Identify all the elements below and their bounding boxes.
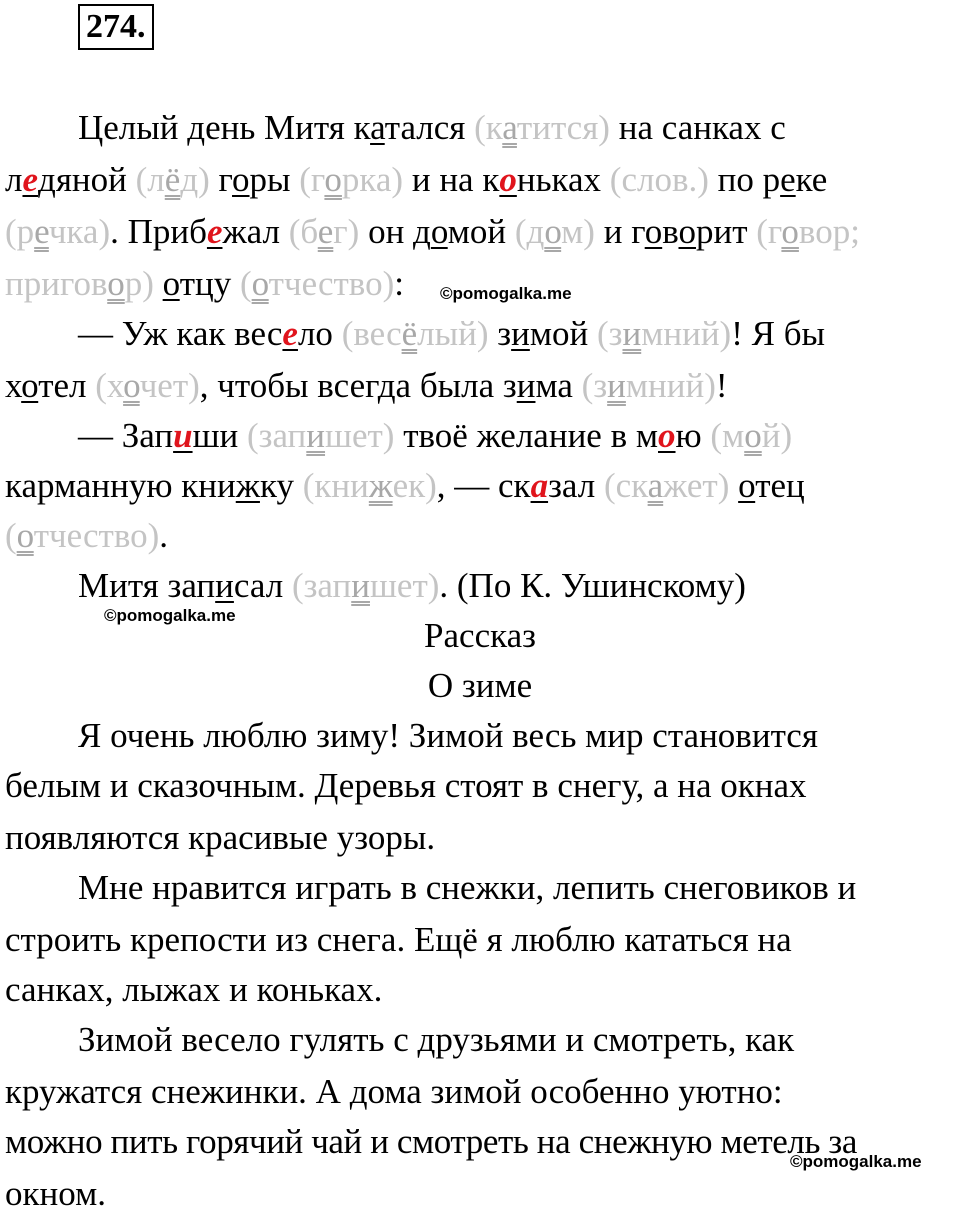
underlined-letter: и	[516, 366, 536, 405]
text: Митя зап	[78, 566, 216, 605]
text-line-7	[78, 410, 792, 462]
essay-line: окном.	[5, 1174, 106, 1213]
check-letter: о	[544, 212, 562, 251]
check-word: (	[239, 264, 252, 303]
check-word: лый)	[417, 314, 489, 353]
text: ! Я бы	[731, 314, 826, 353]
underlined-letter: о	[678, 212, 696, 251]
text: ло	[297, 314, 342, 353]
text: . Приб	[110, 212, 207, 251]
check-word: (х	[95, 366, 124, 405]
check-word: чка)	[48, 212, 111, 251]
underlined-letter: ж	[235, 466, 260, 505]
essay-line: санках, лыжах и коньках.	[5, 970, 383, 1009]
check-word: ек)	[392, 466, 437, 505]
text: ю	[675, 416, 711, 455]
text-line-8	[5, 460, 805, 512]
text: и на к	[403, 160, 500, 199]
check-word: вор;	[798, 212, 860, 251]
check-word: пригов	[5, 264, 108, 303]
text: дяной	[38, 160, 136, 199]
highlighted-letter: е	[282, 314, 298, 353]
underlined-letter: о	[430, 212, 448, 251]
check-letter: и	[306, 416, 326, 455]
text-line-9	[5, 510, 168, 562]
underlined-letter: о	[232, 160, 250, 199]
check-word: (б	[288, 212, 318, 251]
check-word: й)	[761, 416, 793, 455]
check-letter: о	[123, 366, 140, 405]
check-letter: и	[351, 566, 370, 605]
text: , — ск	[436, 466, 531, 505]
text-line-4	[5, 258, 404, 310]
check-word: д)	[180, 160, 210, 199]
check-letter: о	[107, 264, 125, 303]
essay-line: Зимой весело гулять с друзьями и смотреть, как	[78, 1020, 795, 1059]
text	[154, 264, 163, 303]
text: и г	[594, 212, 645, 251]
text-line-2	[5, 154, 827, 206]
text: тец	[755, 466, 805, 505]
text: !	[715, 366, 728, 405]
check-word: жет)	[663, 466, 730, 505]
text: — Уж как вес	[78, 314, 283, 353]
text: сал	[233, 566, 292, 605]
text: тцу	[179, 264, 240, 303]
text: , чтобы всегда была з	[199, 366, 517, 405]
check-word: (м	[710, 416, 745, 455]
highlighted-letter: и	[173, 416, 193, 455]
check-word: (г	[299, 160, 325, 199]
text: карманную кни	[5, 466, 236, 505]
text: . (По К. Ушинскому)	[439, 566, 746, 605]
text: :	[394, 264, 404, 303]
check-letter: о	[251, 264, 269, 303]
text-line-3	[5, 206, 860, 258]
check-word: чет)	[139, 366, 200, 405]
check-word: (д	[514, 212, 545, 251]
check-letter: ж	[368, 466, 393, 505]
text: по р	[708, 160, 781, 199]
check-letter: ё	[164, 160, 181, 199]
text: Целый день Митя к	[78, 108, 371, 147]
check-word: (	[5, 516, 17, 555]
check-word: г)	[333, 212, 360, 251]
check-word: тится)	[516, 108, 610, 147]
text: .	[159, 516, 169, 555]
text: жал	[222, 212, 289, 251]
underlined-letter: о	[162, 264, 180, 303]
text: мой	[529, 314, 597, 353]
essay-line: можно пить горячий чай и смотреть на снежную метель за	[5, 1122, 857, 1161]
highlighted-letter: е	[22, 160, 39, 199]
watermark: ©pomogalka.me	[104, 606, 236, 625]
check-word: р)	[124, 264, 154, 303]
highlighted-letter: а	[530, 466, 549, 505]
check-letter: о	[744, 416, 762, 455]
text: мой	[447, 212, 515, 251]
text: ньках	[516, 160, 610, 199]
underlined-letter: а	[370, 108, 385, 147]
check-word: (л	[135, 160, 165, 199]
check-word: (з	[581, 366, 608, 405]
check-word: (р	[5, 212, 35, 251]
text: ке	[795, 160, 828, 199]
check-letter: е	[34, 212, 49, 251]
check-word: м)	[561, 212, 595, 251]
text-line-10	[78, 560, 746, 612]
check-word: (г	[756, 212, 782, 251]
check-letter: и	[622, 314, 642, 353]
essay-line: кружатся снежинки. А дома зимой особенно уютно:	[5, 1072, 783, 1111]
check-letter: ё	[401, 314, 418, 353]
check-letter: о	[324, 160, 342, 199]
essay-line: строить крепости из снега. Ещё я люблю кататься на	[5, 920, 792, 959]
check-word: мний)	[641, 314, 732, 353]
highlighted-letter: о	[499, 160, 517, 199]
check-word: (зап	[291, 566, 352, 605]
text-line-1	[78, 102, 786, 154]
watermark: ©pomogalka.me	[790, 1152, 922, 1171]
check-word: шет)	[369, 566, 440, 605]
text: на санках с	[609, 108, 786, 147]
check-letter: е	[317, 212, 334, 251]
text: ма	[535, 366, 582, 405]
underlined-letter: о	[21, 366, 39, 405]
text: рит	[695, 212, 757, 251]
task-number: 274.	[78, 4, 154, 50]
text: ши	[192, 416, 247, 455]
text: ку	[259, 466, 303, 505]
underlined-letter: о	[644, 212, 663, 251]
check-word: (зап	[247, 416, 307, 455]
check-letter: и	[607, 366, 626, 405]
check-word: мний)	[625, 366, 716, 405]
watermark: ©pomogalka.me	[440, 284, 572, 303]
text: х	[5, 366, 22, 405]
text-line-6	[5, 360, 728, 412]
text: з	[488, 314, 512, 353]
text: л	[5, 160, 23, 199]
check-word: (з	[596, 314, 623, 353]
highlighted-letter: е	[206, 212, 223, 251]
check-word: тчество)	[268, 264, 395, 303]
check-word: (слов.)	[609, 160, 709, 199]
text: г	[209, 160, 233, 199]
check-letter: а	[502, 108, 517, 147]
text: тел	[38, 366, 96, 405]
underlined-letter: и	[511, 314, 530, 353]
check-word: (к	[474, 108, 503, 147]
text	[729, 466, 738, 505]
essay-line: появляются красивые узоры.	[5, 818, 436, 857]
essay-line: белым и сказочным. Деревья стоят в снегу, а на окнах	[5, 766, 807, 805]
check-word: шет)	[325, 416, 395, 455]
check-word: рка)	[341, 160, 404, 199]
underlined-letter: е	[780, 160, 796, 199]
text: — Зап	[78, 416, 174, 455]
check-letter: о	[781, 212, 799, 251]
check-letter: а	[647, 466, 664, 505]
text: он д	[359, 212, 431, 251]
underlined-letter: и	[215, 566, 234, 605]
text-line-5	[78, 308, 825, 360]
check-word: (ск	[603, 466, 648, 505]
essay-line: Я очень люблю зиму! Зимой весь мир становится	[78, 716, 818, 755]
text: твоё желание в м	[394, 416, 659, 455]
text: тался	[384, 108, 475, 147]
text: в	[662, 212, 679, 251]
underlined-letter: о	[738, 466, 756, 505]
text: ры	[249, 160, 300, 199]
essay-heading-1: Рассказ	[424, 616, 536, 655]
check-word: (вес	[341, 314, 402, 353]
check-word: тчество)	[33, 516, 160, 555]
essay-heading-2: О зиме	[427, 666, 533, 705]
highlighted-letter: о	[658, 416, 676, 455]
text: зал	[548, 466, 604, 505]
check-word: (кни	[302, 466, 369, 505]
essay-line: Мне нравится играть в снежки, лепить снеговиков и	[78, 868, 857, 907]
check-letter: о	[16, 516, 34, 555]
